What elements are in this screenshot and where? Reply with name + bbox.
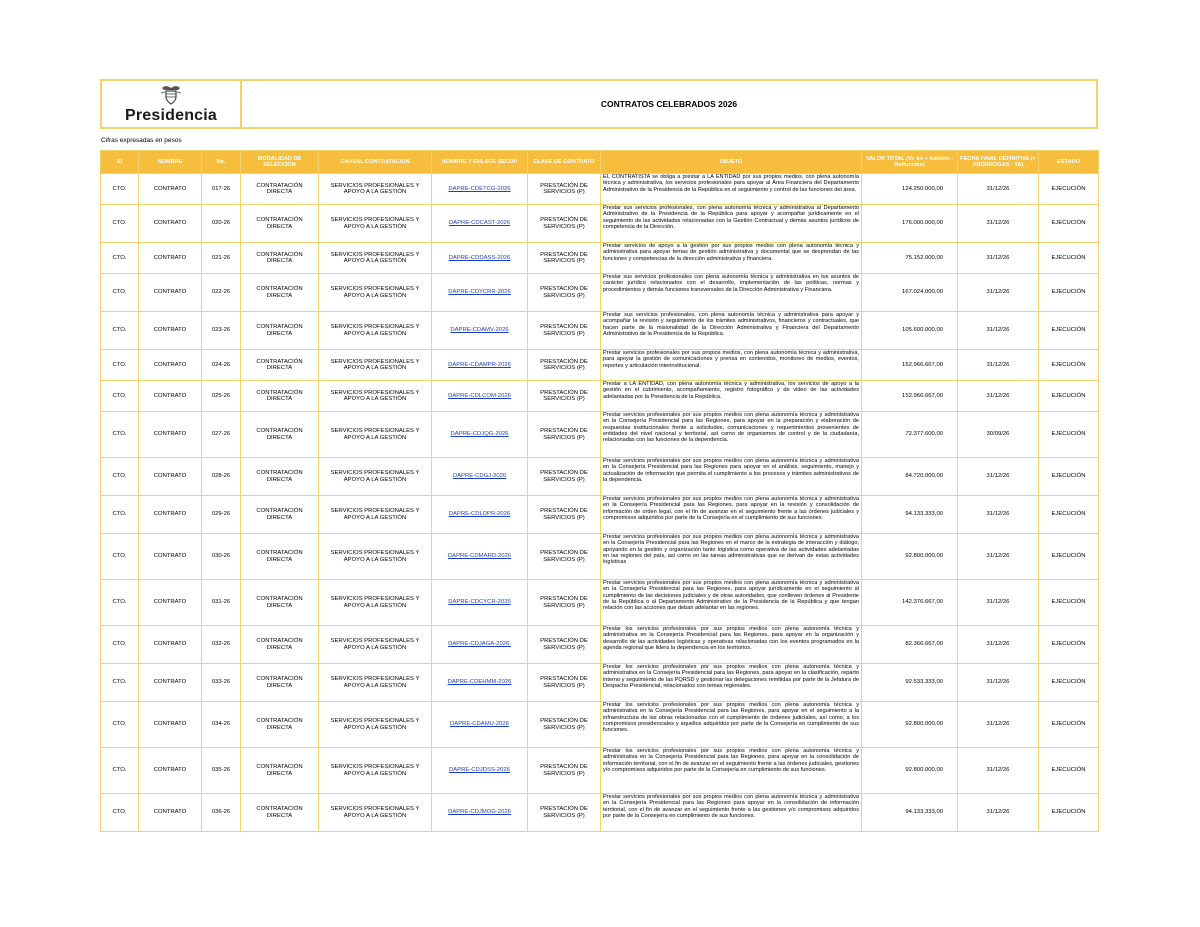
table-header-row bbox=[101, 151, 1099, 174]
object-cell: Prestar servicios profesionales por sus propios medios con plena autonomía técnica y administrativa en la Consejería Presidencial para las Regiones, para apoyar jurídicamente en el seguimiento al cumplimiento de las decisiones judiciales y de otras autoridades, que conlleven órdenes al Presidente de la República o al Departamento Administrativo de la Presidencia de la República y que tengan relación con las acciones que deban adelantar en las regiones. bbox=[601, 580, 862, 626]
secop-cell bbox=[432, 174, 528, 205]
secop-link[interactable]: DAPRE-CDDASS-2026 bbox=[448, 254, 511, 261]
id-cell: CTO. bbox=[101, 205, 139, 243]
class-cell: PRESTACIÓN DE SERVICIOS (P) bbox=[528, 496, 601, 534]
class-cell: PRESTACIÓN DE SERVICIOS (P) bbox=[528, 580, 601, 626]
status-cell: EJECUCIÓN bbox=[1039, 243, 1099, 274]
secop-cell bbox=[432, 664, 528, 702]
status-cell: EJECUCIÓN bbox=[1039, 664, 1099, 702]
end-date-cell: 31/12/26 bbox=[958, 580, 1039, 626]
id-cell: CTO. bbox=[101, 534, 139, 580]
value-cell: 92.800.000,00 bbox=[862, 702, 958, 748]
secop-cell bbox=[432, 312, 528, 350]
column-header: MODALIDAD DE SELECCIÓN bbox=[241, 151, 319, 174]
modality-cell: CONTRATACIÓN DIRECTA bbox=[241, 458, 319, 496]
table-row bbox=[101, 534, 1099, 580]
column-header: OBJETO bbox=[601, 151, 862, 174]
object-cell: Prestar servicios profesionales por sus propios medios con plena autonomía técnica y administrativa en la Consejería Presidencial para las Regiones en el marco de la estrategia de interacción y diálogo, apoyando en la gestión y organización tanto logística como operativa de las actividades adelantadas en las regiones del país, así como en las tareas administrativas que se derivan de estas actividades logísticas bbox=[601, 534, 862, 580]
name-cell: CONTRATO bbox=[139, 458, 202, 496]
table-body bbox=[101, 174, 1099, 832]
coat-of-arms-icon bbox=[158, 84, 184, 106]
id-cell: CTO. bbox=[101, 626, 139, 664]
value-cell: 167.024.000,00 bbox=[862, 274, 958, 312]
column-header: NOMBRE bbox=[139, 151, 202, 174]
end-date-cell: 31/12/26 bbox=[958, 496, 1039, 534]
number-cell: 035-26 bbox=[202, 748, 241, 794]
number-cell: 031-26 bbox=[202, 580, 241, 626]
value-cell: 84.720.000,00 bbox=[862, 458, 958, 496]
id-cell: CTO. bbox=[101, 174, 139, 205]
modality-cell: CONTRATACIÓN DIRECTA bbox=[241, 664, 319, 702]
object-cell: Prestar los servicios profesionales por sus propios medios con plena autonomía técnica y administrativa en la Consejería Presidencial para las Regiones, para apoyar en la clasificación, reparto interno y seguimiento de las PQRSD y gestionar las delegaciones remitidas por parte de la Jefatura de Despacho Presidencial, relacionados con temas regionales. bbox=[601, 664, 862, 702]
modality-cell: CONTRATACIÓN DIRECTA bbox=[241, 748, 319, 794]
column-header: ESTADO bbox=[1039, 151, 1099, 174]
value-cell: 92.800.000,00 bbox=[862, 534, 958, 580]
modality-cell: CONTRATACIÓN DIRECTA bbox=[241, 381, 319, 412]
value-cell: 72.377.600,00 bbox=[862, 412, 958, 458]
class-cell: PRESTACIÓN DE SERVICIOS (P) bbox=[528, 664, 601, 702]
column-header: ID bbox=[101, 151, 139, 174]
column-header: NOMBRE Y ENLACE SECOP bbox=[432, 151, 528, 174]
value-cell: 75.152.000,00 bbox=[862, 243, 958, 274]
status-cell: EJECUCIÓN bbox=[1039, 312, 1099, 350]
secop-link[interactable]: DAPRE-CDCAST-2026 bbox=[448, 220, 511, 227]
id-cell: CTO. bbox=[101, 412, 139, 458]
cause-cell: SERVICIOS PROFESIONALES Y APOYO A LA GESTIÓN bbox=[319, 412, 432, 458]
table-row bbox=[101, 350, 1099, 381]
modality-cell: CONTRATACIÓN DIRECTA bbox=[241, 794, 319, 832]
class-cell: PRESTACIÓN DE SERVICIOS (P) bbox=[528, 748, 601, 794]
document-header bbox=[100, 79, 1098, 129]
secop-link[interactable]: DAPRE-CDAMU-2026 bbox=[450, 721, 509, 728]
modality-cell: CONTRATACIÓN DIRECTA bbox=[241, 312, 319, 350]
value-cell: 94.133.333,00 bbox=[862, 496, 958, 534]
id-cell: CTO. bbox=[101, 350, 139, 381]
id-cell: CTO. bbox=[101, 458, 139, 496]
value-cell: 94.133.333,00 bbox=[862, 794, 958, 832]
object-cell: Prestar servicios de apoyo a la gestión por sus propios medios con plena autonomía técnica y administrativa para apoyar temas de gestión administrativa y documental que se desprendan de las funciones y competencias de la dirección administrativa y financiera. bbox=[601, 243, 862, 274]
column-header: CAUSAL CONTRATACION bbox=[319, 151, 432, 174]
status-cell: EJECUCIÓN bbox=[1039, 174, 1099, 205]
modality-cell: CONTRATACIÓN DIRECTA bbox=[241, 350, 319, 381]
value-cell: 152.966.667,00 bbox=[862, 381, 958, 412]
class-cell: PRESTACIÓN DE SERVICIOS (P) bbox=[528, 274, 601, 312]
name-cell: CONTRATO bbox=[139, 664, 202, 702]
cause-cell: SERVICIOS PROFESIONALES Y APOYO A LA GESTIÓN bbox=[319, 794, 432, 832]
value-cell: 142.376.667,00 bbox=[862, 580, 958, 626]
name-cell: CONTRATO bbox=[139, 274, 202, 312]
class-cell: PRESTACIÓN DE SERVICIOS (P) bbox=[528, 458, 601, 496]
name-cell: CONTRATO bbox=[139, 205, 202, 243]
object-cell: Prestar los servicios profesionales por sus propios medios con plena autonomía técnica y administrativa en la Consejería Presidencial para las Regiones, para apoyar en el seguimiento a la infraestructura de las obras relacionadas con el cumplimiento de órdenes judiciales, así como, a los compromisos presidenciales y aquellos adquiridos por parte de la Consejería en cumplimiento de sus funciones. bbox=[601, 702, 862, 748]
status-cell: EJECUCIÓN bbox=[1039, 350, 1099, 381]
status-cell: EJECUCIÓN bbox=[1039, 580, 1099, 626]
number-cell: 036-26 bbox=[202, 794, 241, 832]
modality-cell: CONTRATACIÓN DIRECTA bbox=[241, 580, 319, 626]
secop-link[interactable]: DAPRE-CDYCRR-2026 bbox=[448, 289, 511, 296]
secop-link[interactable]: DAPRE-CDJMOG-2026 bbox=[448, 809, 511, 816]
id-cell: CTO. bbox=[101, 664, 139, 702]
cause-cell: SERVICIOS PROFESIONALES Y APOYO A LA GESTIÓN bbox=[319, 626, 432, 664]
table-row bbox=[101, 794, 1099, 832]
number-cell: 023-26 bbox=[202, 312, 241, 350]
secop-cell bbox=[432, 381, 528, 412]
status-cell: EJECUCIÓN bbox=[1039, 534, 1099, 580]
end-date-cell: 31/12/26 bbox=[958, 748, 1039, 794]
column-header: FECHA FINAL DEFINITIVA (+ PRORROGAS - TA) bbox=[958, 151, 1039, 174]
end-date-cell: 30/09/26 bbox=[958, 412, 1039, 458]
number-cell: 017-26 bbox=[202, 174, 241, 205]
table-row bbox=[101, 664, 1099, 702]
object-cell: Prestar sus servicios profesionales, con plena autonomía técnica y administrativa al Departamento Administrativo de la Presidencia de la República para apoyar y acompañar jurídicamente en el seguimiento de las actividades relacionadas con la Gestión Contractual y demás asuntos jurídicos de competencia de la Dirección. bbox=[601, 205, 862, 243]
end-date-cell: 31/12/26 bbox=[958, 794, 1039, 832]
table-row bbox=[101, 174, 1099, 205]
number-cell: 030-26 bbox=[202, 534, 241, 580]
id-cell: CTO. bbox=[101, 794, 139, 832]
cause-cell: SERVICIOS PROFESIONALES Y APOYO A LA GESTIÓN bbox=[319, 243, 432, 274]
table-row bbox=[101, 580, 1099, 626]
end-date-cell: 31/12/26 bbox=[958, 381, 1039, 412]
table-row bbox=[101, 205, 1099, 243]
name-cell: CONTRATO bbox=[139, 580, 202, 626]
secop-cell bbox=[432, 702, 528, 748]
status-cell: EJECUCIÓN bbox=[1039, 702, 1099, 748]
object-cell: EL CONTRATISTA se obliga a prestar a LA ENTIDAD por sus propios medios, con plena autonomía técnica y administrativa, los servicios profesionales para apoyar al Área Financiera del Departamento Administrativo de la Presidencia de la República en el seguimiento y control de las funciones del área. bbox=[601, 174, 862, 205]
status-cell: EJECUCIÓN bbox=[1039, 626, 1099, 664]
cause-cell: SERVICIOS PROFESIONALES Y APOYO A LA GESTIÓN bbox=[319, 664, 432, 702]
object-cell: Prestar los servicios profesionales por sus propios medios con plena autonomía técnica y administrativa en la Consejería Presidencial para las Regiones, para apoyar en la consolidación de información territorial, con el fin de avanzar en el seguimiento frente a las órdenes judiciales, gestiones y/o compromisos adquiridos por parte de la Consejería en cumplimiento de sus funciones. bbox=[601, 748, 862, 794]
secop-link[interactable]: DAPRE-CDETCG-2026 bbox=[448, 185, 511, 192]
cause-cell: SERVICIOS PROFESIONALES Y APOYO A LA GESTIÓN bbox=[319, 458, 432, 496]
secop-cell bbox=[432, 458, 528, 496]
cause-cell: SERVICIOS PROFESIONALES Y APOYO A LA GESTIÓN bbox=[319, 205, 432, 243]
end-date-cell: 31/12/26 bbox=[958, 174, 1039, 205]
object-cell: Prestar a LA ENTIDAD, con plena autonomía técnica y administrativa, los servicios de apoyo a la gestión en el cubrimiento, acompañamiento, registro fotográfico y de video de las actividades adelantadas por la Presidencia de la República. bbox=[601, 381, 862, 412]
cause-cell: SERVICIOS PROFESIONALES Y APOYO A LA GESTIÓN bbox=[319, 381, 432, 412]
modality-cell: CONTRATACIÓN DIRECTA bbox=[241, 626, 319, 664]
table-row bbox=[101, 381, 1099, 412]
modality-cell: CONTRATACIÓN DIRECTA bbox=[241, 174, 319, 205]
secop-link[interactable]: DAPRE-CDLCOM-2026 bbox=[448, 392, 511, 399]
end-date-cell: 31/12/26 bbox=[958, 664, 1039, 702]
name-cell: CONTRATO bbox=[139, 626, 202, 664]
name-cell: CONTRATO bbox=[139, 412, 202, 458]
logo-text: Presidencia bbox=[124, 106, 218, 124]
modality-cell: CONTRATACIÓN DIRECTA bbox=[241, 702, 319, 748]
id-cell: CTO. bbox=[101, 702, 139, 748]
object-cell: Prestar sus servicios profesionales, con plena autonomía técnica y administrativa para apoyar y acompañar la revisión y seguimiento de los trámites administrativos, financieros y contractuales, que hacen parte de la misionalidad de la Dirección Administrativa y Financiera del Departamento Administrativo de la Presidencia de la República. bbox=[601, 312, 862, 350]
modality-cell: CONTRATACIÓN DIRECTA bbox=[241, 496, 319, 534]
secop-link[interactable]: DAPRE-CDEHMM-2026 bbox=[447, 679, 512, 686]
secop-link[interactable]: DAPRE-CDJAGA-2026. bbox=[448, 641, 511, 648]
table-row bbox=[101, 458, 1099, 496]
secop-cell bbox=[432, 580, 528, 626]
number-cell: 024-26 bbox=[202, 350, 241, 381]
secop-link[interactable]: DAPRE-CDAMV-2026 bbox=[450, 327, 509, 334]
table-row bbox=[101, 748, 1099, 794]
id-cell: CTO. bbox=[101, 274, 139, 312]
cause-cell: SERVICIOS PROFESIONALES Y APOYO A LA GESTIÓN bbox=[319, 496, 432, 534]
currency-note: Cifras expresadas en pesos bbox=[101, 137, 182, 144]
name-cell: CONTRATO bbox=[139, 174, 202, 205]
number-cell: 022-26 bbox=[202, 274, 241, 312]
number-cell: 032-26 bbox=[202, 626, 241, 664]
table-row bbox=[101, 274, 1099, 312]
number-cell: 034-26 bbox=[202, 702, 241, 748]
secop-link[interactable]: DAPRE-CDJQG-2026 bbox=[450, 431, 509, 438]
table-row bbox=[101, 243, 1099, 274]
cause-cell: SERVICIOS PROFESIONALES Y APOYO A LA GESTIÓN bbox=[319, 174, 432, 205]
class-cell: PRESTACIÓN DE SERVICIOS (P) bbox=[528, 412, 601, 458]
end-date-cell: 31/12/26 bbox=[958, 205, 1039, 243]
class-cell: PRESTACIÓN DE SERVICIOS (P) bbox=[528, 243, 601, 274]
document-page bbox=[100, 79, 1098, 832]
id-cell: CTO. bbox=[101, 580, 139, 626]
value-cell: 176.000.000,00 bbox=[862, 205, 958, 243]
value-cell: 82.366.667,00 bbox=[862, 626, 958, 664]
name-cell: CONTRATO bbox=[139, 243, 202, 274]
column-header: No. bbox=[202, 151, 241, 174]
status-cell: EJECUCIÓN bbox=[1039, 496, 1099, 534]
id-cell: CTO. bbox=[101, 748, 139, 794]
class-cell: PRESTACIÓN DE SERVICIOS (P) bbox=[528, 205, 601, 243]
cause-cell: SERVICIOS PROFESIONALES Y APOYO A LA GESTIÓN bbox=[319, 350, 432, 381]
status-cell: EJECUCIÓN bbox=[1039, 274, 1099, 312]
value-cell: 124.250.000,00 bbox=[862, 174, 958, 205]
name-cell: CONTRATO bbox=[139, 534, 202, 580]
number-cell: 028-26 bbox=[202, 458, 241, 496]
table-row bbox=[101, 626, 1099, 664]
name-cell: CONTRATO bbox=[139, 794, 202, 832]
status-cell: EJECUCIÓN bbox=[1039, 794, 1099, 832]
cause-cell: SERVICIOS PROFESIONALES Y APOYO A LA GESTIÓN bbox=[319, 748, 432, 794]
secop-cell bbox=[432, 274, 528, 312]
table-row bbox=[101, 702, 1099, 748]
status-cell: EJECUCIÓN bbox=[1039, 412, 1099, 458]
end-date-cell: 31/12/26 bbox=[958, 458, 1039, 496]
number-cell: 025-26 bbox=[202, 381, 241, 412]
end-date-cell: 31/12/26 bbox=[958, 274, 1039, 312]
column-header: VALOR TOTAL (Vr. Ini + Adición - Reducción) bbox=[862, 151, 958, 174]
secop-cell bbox=[432, 794, 528, 832]
id-cell: CTO. bbox=[101, 243, 139, 274]
name-cell: CONTRATO bbox=[139, 748, 202, 794]
value-cell: 152.966.667,00 bbox=[862, 350, 958, 381]
secop-link[interactable]: DAPRE-CDCYCR-2026 bbox=[448, 599, 511, 606]
end-date-cell: 31/12/26 bbox=[958, 626, 1039, 664]
cause-cell: SERVICIOS PROFESIONALES Y APOYO A LA GESTIÓN bbox=[319, 580, 432, 626]
document-title: CONTRATOS CELEBRADOS 2026 bbox=[600, 99, 738, 109]
id-cell: CTO. bbox=[101, 496, 139, 534]
number-cell: 020-26 bbox=[202, 205, 241, 243]
logo bbox=[102, 81, 242, 127]
status-cell: EJECUCIÓN bbox=[1039, 748, 1099, 794]
class-cell: PRESTACIÓN DE SERVICIOS (P) bbox=[528, 381, 601, 412]
cause-cell: SERVICIOS PROFESIONALES Y APOYO A LA GESTIÓN bbox=[319, 702, 432, 748]
name-cell: CONTRATO bbox=[139, 312, 202, 350]
number-cell: 029-26 bbox=[202, 496, 241, 534]
modality-cell: CONTRATACIÓN DIRECTA bbox=[241, 243, 319, 274]
class-cell: PRESTACIÓN DE SERVICIOS (P) bbox=[528, 534, 601, 580]
class-cell: PRESTACIÓN DE SERVICIOS (P) bbox=[528, 702, 601, 748]
number-cell: 021-26 bbox=[202, 243, 241, 274]
value-cell: 92.533.333,00 bbox=[862, 664, 958, 702]
modality-cell: CONTRATACIÓN DIRECTA bbox=[241, 205, 319, 243]
number-cell: 027-26 bbox=[202, 412, 241, 458]
contracts-table bbox=[100, 150, 1099, 832]
object-cell: Prestar servicios profesionales por sus propios medios con plena autonomía técnica y administrativa en la Consejería Presidencial para las Regiones para apoyar en el análisis, seguimiento, manejo y actualización de información que permita el cumplimiento a los procesos y trámites administrativos de la dependencia. bbox=[601, 458, 862, 496]
secop-cell bbox=[432, 748, 528, 794]
modality-cell: CONTRATACIÓN DIRECTA bbox=[241, 412, 319, 458]
column-header: CLASE DE CONTRATO bbox=[528, 151, 601, 174]
number-cell: 033-26 bbox=[202, 664, 241, 702]
secop-cell bbox=[432, 626, 528, 664]
cause-cell: SERVICIOS PROFESIONALES Y APOYO A LA GESTIÓN bbox=[319, 534, 432, 580]
name-cell: CONTRATO bbox=[139, 702, 202, 748]
cause-cell: SERVICIOS PROFESIONALES Y APOYO A LA GESTIÓN bbox=[319, 274, 432, 312]
modality-cell: CONTRATACIÓN DIRECTA bbox=[241, 274, 319, 312]
name-cell: CONTRATO bbox=[139, 350, 202, 381]
secop-cell bbox=[432, 496, 528, 534]
end-date-cell: 31/12/26 bbox=[958, 534, 1039, 580]
secop-link[interactable]: DAPRE-CDLDPR-2026 bbox=[448, 511, 511, 518]
object-cell: Prestar servicios profesionales por sus propios medios con plena autonomía técnica y administrativa en la Consejería Presidencial para las Regiones, para apoyar en la preparación y elaboración de respuestas institucionales frente a solicitudes, comunicaciones y requerimientos provenientes de entidades del nivel nacional y territorial, así como de organismos de control y de la ciudadanía, relacionadas con las funciones de la dependencia. bbox=[601, 412, 862, 458]
id-cell: CTO. bbox=[101, 312, 139, 350]
object-cell: Prestar los servicios profesionales por sus propios medios con plena autonomía técnica y administrativa en la Consejería Presidencial para las Regiones, para apoyar en la organización y desarrollo de las actividades logísticas y operativas relacionadas con los eventos programados en la agenda regional que lidera la dependencia en los territorios. bbox=[601, 626, 862, 664]
secop-link[interactable]: DAPRE-CDMARD-2026 bbox=[447, 553, 512, 560]
cause-cell: SERVICIOS PROFESIONALES Y APOYO A LA GESTIÓN bbox=[319, 312, 432, 350]
end-date-cell: 31/12/26 bbox=[958, 702, 1039, 748]
secop-cell bbox=[432, 534, 528, 580]
class-cell: PRESTACIÓN DE SERVICIOS (P) bbox=[528, 794, 601, 832]
status-cell: EJECUCIÓN bbox=[1039, 458, 1099, 496]
end-date-cell: 31/12/26 bbox=[958, 350, 1039, 381]
secop-link[interactable]: DAPRE-CDGJ-2026 bbox=[452, 473, 507, 480]
object-cell: Prestar servicios profesionales por sus propios medios con plena autonomía técnica y administrativa en la Consejería Presidencial para las Regiones para apoyar en la consolidación de información territorial, con el fin de avanzar en el seguimiento frente a las gestiones y/o compromisos adquiridos por parte de la Consejería en cumplimiento de sus funciones. bbox=[601, 794, 862, 832]
secop-link[interactable]: DAPRE-CDJDSS-2026 bbox=[449, 767, 510, 774]
class-cell: PRESTACIÓN DE SERVICIOS (P) bbox=[528, 312, 601, 350]
table-row bbox=[101, 412, 1099, 458]
status-cell: EJECUCIÓN bbox=[1039, 205, 1099, 243]
name-cell: CONTRATO bbox=[139, 496, 202, 534]
class-cell: PRESTACIÓN DE SERVICIOS (P) bbox=[528, 626, 601, 664]
class-cell: PRESTACIÓN DE SERVICIOS (P) bbox=[528, 174, 601, 205]
end-date-cell: 31/12/26 bbox=[958, 243, 1039, 274]
secop-cell bbox=[432, 243, 528, 274]
value-cell: 105.600.000,00 bbox=[862, 312, 958, 350]
object-cell: Prestar servicios profesionales por sus propios medios con plena autonomía técnica y administrativa en la Consejería Presidencial para las Regiones, para apoyar en la revisión y consolidación de información de orden legal, con el fin de avanzar en el seguimiento frente a las órdenes judiciales y compromisos adquiridos por parte de la Consejería en el cumplimiento de sus funciones. bbox=[601, 496, 862, 534]
end-date-cell: 31/12/26 bbox=[958, 312, 1039, 350]
table-row bbox=[101, 496, 1099, 534]
secop-link[interactable]: DAPRE-CDAMPR-2026 bbox=[448, 361, 511, 368]
table-row bbox=[101, 312, 1099, 350]
secop-cell bbox=[432, 350, 528, 381]
id-cell: CTO. bbox=[101, 381, 139, 412]
class-cell: PRESTACIÓN DE SERVICIOS (P) bbox=[528, 350, 601, 381]
object-cell: Prestar servicios profesionales por sus propios medios, con plena autonomía técnica y administrativa, para apoyar la gestión de comunicaciones y prensa en contenidos, monitoreo de medios, eventos, reportes y articulación interinstitucional. bbox=[601, 350, 862, 381]
secop-cell bbox=[432, 412, 528, 458]
modality-cell: CONTRATACIÓN DIRECTA bbox=[241, 534, 319, 580]
value-cell: 92.800.000,00 bbox=[862, 748, 958, 794]
object-cell: Prestar sus servicios profesionales con plena autonomía técnica y administrativa en los asuntos de carácter jurídico relacionados con el desarrollo, implementación de las políticas, normas y procedimientos y demás funciones transversales de la Dirección Administrativa y Financiera. bbox=[601, 274, 862, 312]
secop-cell bbox=[432, 205, 528, 243]
status-cell: EJECUCIÓN bbox=[1039, 381, 1099, 412]
name-cell: CONTRATO bbox=[139, 381, 202, 412]
